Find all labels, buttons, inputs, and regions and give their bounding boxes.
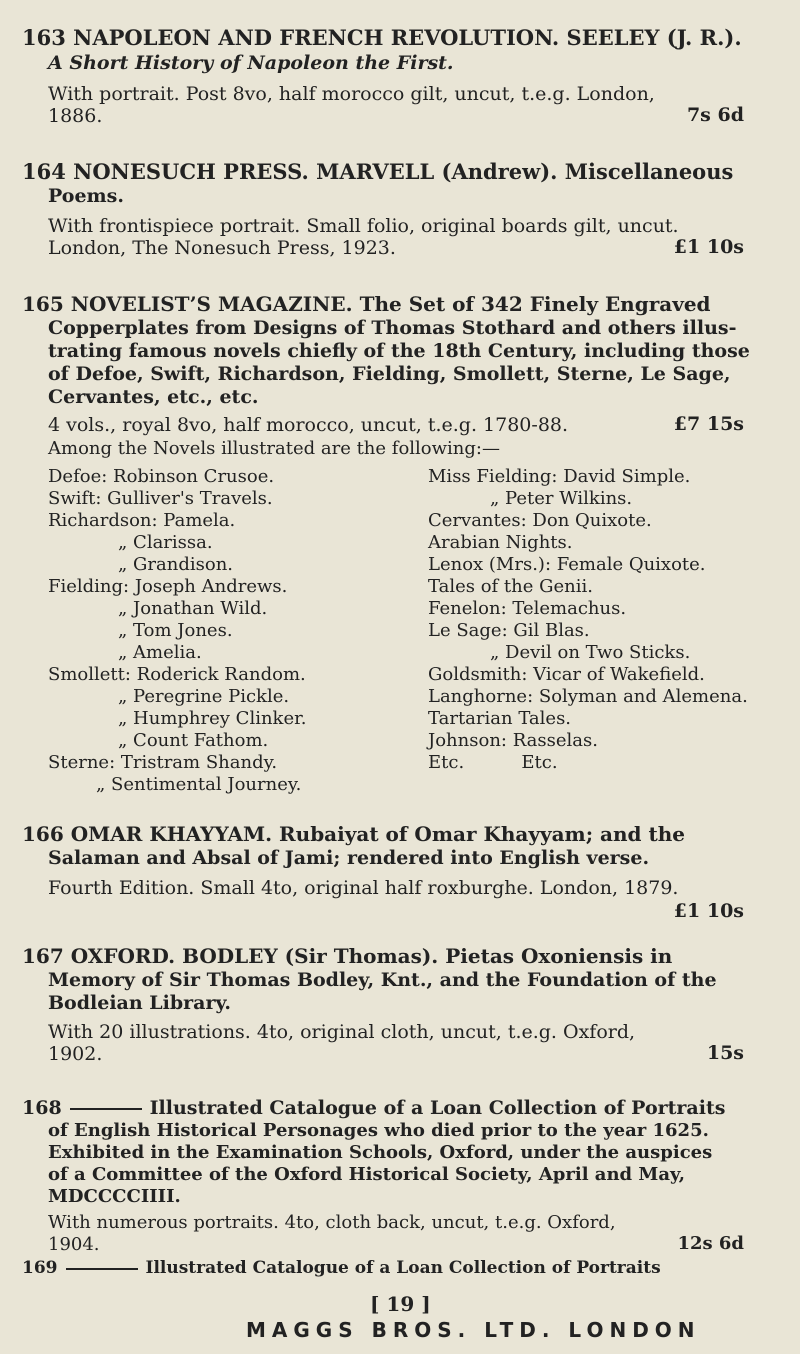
ditto-dash xyxy=(66,1268,138,1270)
entry-164-heading: 164 NONESUCH PRESS. MARVELL (Andrew). Miscellaneous xyxy=(22,159,734,184)
entry-163-desc: With portrait. Post 8vo, half morocco gilt, uncut, t.e.g. London, xyxy=(48,83,655,105)
list-item: Tartarian Tales. xyxy=(428,708,572,729)
entry-166-desc: Fourth Edition. Small 4to, original half roxburghe. London, 1879. xyxy=(48,877,679,899)
entry-168-price: 12s 6d xyxy=(677,1233,744,1254)
page-number: [ 19 ] xyxy=(370,1292,431,1316)
list-item: „ Amelia. xyxy=(118,642,202,663)
entry-167-desc: With 20 illustrations. 4to, original cloth, uncut, t.e.g. Oxford, xyxy=(48,1021,636,1043)
entry-169-title: Illustrated Catalogue of a Loan Collection of Portraits xyxy=(145,1258,661,1278)
entry-167-l3: Bodleian Library. xyxy=(48,992,231,1014)
entry-166-heading: 166 OMAR KHAYYAM. Rubaiyat of Omar Khayyam; and the xyxy=(22,822,686,846)
list-item: „ Devil on Two Sticks. xyxy=(490,642,691,663)
entry-164-imprint: London, The Nonesuch Press, 1923. xyxy=(48,237,396,259)
entry-168-number: 168 xyxy=(22,1097,62,1119)
entry-169-number: 169 xyxy=(22,1258,58,1278)
list-item: Langhorne: Solyman and Alemena. xyxy=(428,686,748,707)
entry-163-year: 1886. xyxy=(48,105,103,127)
list-item: Arabian Nights. xyxy=(428,532,573,553)
list-item: Goldsmith: Vicar of Wakefield. xyxy=(428,664,705,685)
list-item: Sterne: Tristram Shandy. xyxy=(48,752,278,773)
list-item: „ Count Fathom. xyxy=(118,730,269,751)
entry-163-heading: 163 NAPOLEON AND FRENCH REVOLUTION. SEELEY (J. R.). xyxy=(22,25,742,50)
entry-168-year: 1904. xyxy=(48,1234,100,1255)
list-item: Miss Fielding: David Simple. xyxy=(428,466,691,487)
list-item: Fenelon: Telemachus. xyxy=(428,598,627,619)
list-item: „ Peregrine Pickle. xyxy=(118,686,290,707)
publisher-footer: MAGGS BROS. LTD. LONDON xyxy=(246,1318,701,1342)
list-item: Lenox (Mrs.): Female Quixote. xyxy=(428,554,706,575)
entry-165-l2: Copperplates from Designs of Thomas Stothard and others illus- xyxy=(48,317,737,339)
entry-166-price: £1 10s xyxy=(673,900,744,922)
entry-169-heading xyxy=(22,1258,800,1279)
entry-168-title: Illustrated Catalogue of a Loan Collection of Portraits xyxy=(149,1097,726,1119)
entry-165-price: £7 15s xyxy=(673,413,744,435)
list-item: Smollett: Roderick Random. xyxy=(48,664,306,685)
list-item: Cervantes: Don Quixote. xyxy=(428,510,652,531)
entry-165-desc: 4 vols., royal 8vo, half morocco, uncut, t.e.g. 1780-88. xyxy=(48,414,569,436)
entry-163-price: 7s 6d xyxy=(686,104,744,126)
entry-165-l5: Cervantes, etc., etc. xyxy=(48,386,259,408)
entry-164-price: £1 10s xyxy=(673,236,744,258)
entry-167-year: 1902. xyxy=(48,1043,103,1065)
list-item: „ Tom Jones. xyxy=(118,620,233,641)
entry-167-heading: 167 OXFORD. BODLEY (Sir Thomas). Pietas Oxoniensis in xyxy=(22,944,673,968)
list-item: „ Grandison. xyxy=(118,554,234,575)
list-item: Defoe: Robinson Crusoe. xyxy=(48,466,275,487)
entry-168-desc: With numerous portraits. 4to, cloth back, uncut, t.e.g. Oxford, xyxy=(48,1212,616,1233)
entry-168-l2: of English Historical Personages who died prior to the year 1625. xyxy=(48,1120,709,1141)
list-item: Etc. Etc. xyxy=(428,752,558,773)
list-item: „ Jonathan Wild. xyxy=(118,598,268,619)
list-item: „ Sentimental Journey. xyxy=(96,774,302,795)
entry-166-title: Salaman and Absal of Jami; rendered into English verse. xyxy=(48,847,650,869)
entry-165-l3: trating famous novels chiefly of the 18th Century, including those xyxy=(48,340,750,362)
list-item: „ Clarissa. xyxy=(118,532,213,553)
entry-165-intro: Among the Novels illustrated are the following:— xyxy=(48,438,500,459)
entry-168-l5: MDCCCCIIII. xyxy=(48,1186,181,1207)
entry-164-title: Poems. xyxy=(48,185,124,207)
entry-165-heading: 165 NOVELIST’S MAGAZINE. The Set of 342 Finely Engraved xyxy=(22,292,711,316)
entry-164-desc: With frontispiece portrait. Small folio, original boards gilt, uncut. xyxy=(48,215,679,237)
entry-168-l3: Exhibited in the Examination Schools, Oxford, under the auspices xyxy=(48,1142,713,1163)
list-item: „ Humphrey Clinker. xyxy=(118,708,307,729)
entry-168-l4: of a Committee of the Oxford Historical Society, April and May, xyxy=(48,1164,685,1185)
list-item: Swift: Gulliver's Travels. xyxy=(48,488,273,509)
entry-167-l2: Memory of Sir Thomas Bodley, Knt., and the Foundation of the xyxy=(48,969,717,991)
entry-163-title: A Short History of Napoleon the First. xyxy=(48,52,454,74)
list-item: „ Peter Wilkins. xyxy=(490,488,633,509)
list-item: Le Sage: Gil Blas. xyxy=(428,620,590,641)
entry-167-price: 15s xyxy=(706,1042,744,1064)
list-item: Fielding: Joseph Andrews. xyxy=(48,576,288,597)
list-item: Tales of the Genii. xyxy=(428,576,593,597)
entry-165-l4: of Defoe, Swift, Richardson, Fielding, Smollett, Sterne, Le Sage, xyxy=(48,363,731,385)
list-item: Johnson: Rasselas. xyxy=(428,730,598,751)
list-item: Richardson: Pamela. xyxy=(48,510,236,531)
